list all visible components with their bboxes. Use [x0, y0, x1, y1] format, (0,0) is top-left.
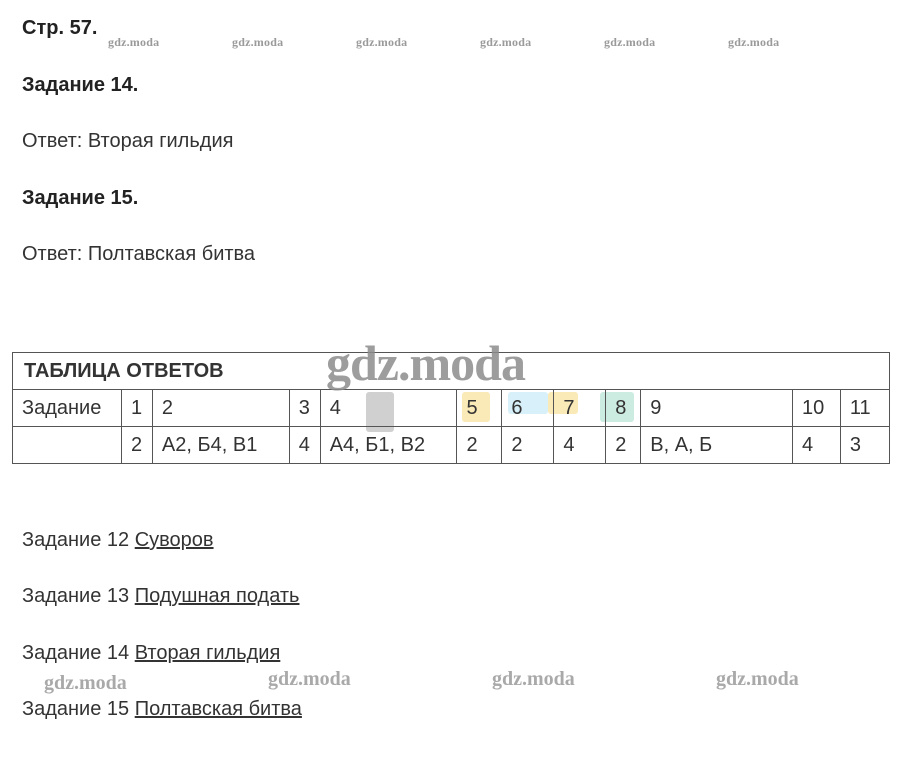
watermark: gdz.moda	[44, 672, 127, 694]
task-number-cell: 2	[152, 390, 289, 427]
task-number-cell: 10	[792, 390, 840, 427]
task-number-cell: 4	[320, 390, 457, 427]
task-heading: Задание 15.	[22, 187, 139, 209]
task-number-cell: 7	[554, 390, 606, 427]
task-number-cell: 6	[502, 390, 554, 427]
row-label: Задание	[13, 390, 122, 427]
page-number: Стр. 57.	[22, 17, 98, 39]
table-header-row	[13, 390, 890, 427]
task-number-cell: 9	[641, 390, 793, 427]
task-number-cell: 1	[121, 390, 152, 427]
task-answer: Ответ: Полтавская битва	[22, 243, 256, 265]
answer-cell: 2	[121, 427, 152, 464]
watermark: gdz.moda	[232, 35, 284, 49]
answer-cell: В, А, Б	[641, 427, 793, 464]
watermark: gdz.moda	[480, 35, 532, 49]
table-answer-row	[13, 427, 890, 464]
watermark-large: gdz.moda	[326, 335, 525, 391]
task-answer: Ответ: Вторая гильдия	[22, 130, 234, 152]
task-number-cell: 11	[840, 390, 889, 427]
summary-line	[22, 642, 280, 665]
answer-cell: 4	[792, 427, 840, 464]
answer-cell: А2, Б4, В1	[152, 427, 289, 464]
summary-line	[22, 698, 302, 721]
task-number-cell: 5	[457, 390, 502, 427]
summary-label: Задание 14	[22, 642, 130, 664]
watermark: gdz.moda	[728, 35, 780, 49]
summary-value: Подушная подать	[134, 585, 300, 607]
watermark: gdz.moda	[716, 668, 799, 690]
summary-value: Вторая гильдия	[134, 642, 281, 664]
task-number-cell: 3	[289, 390, 320, 427]
watermark: gdz.moda	[268, 668, 351, 690]
answer-cell: А4, Б1, В2	[320, 427, 457, 464]
answer-cell: 2	[457, 427, 502, 464]
summary-label: Задание 15	[22, 698, 130, 720]
summary-value: Полтавская битва	[134, 698, 302, 720]
answer-cell: 4	[289, 427, 320, 464]
answer-cell: 4	[554, 427, 606, 464]
answer-cell: 2	[502, 427, 554, 464]
empty-cell	[13, 427, 122, 464]
summary-line	[22, 529, 214, 552]
summary-value: Суворов	[134, 529, 214, 551]
answer-cell: 2	[606, 427, 641, 464]
watermark: gdz.moda	[108, 35, 160, 49]
summary-label: Задание 13	[22, 585, 130, 607]
watermark: gdz.moda	[604, 35, 656, 49]
watermark: gdz.moda	[492, 668, 575, 690]
summary-line	[22, 585, 299, 608]
watermark: gdz.moda	[356, 35, 408, 49]
task-heading: Задание 14.	[22, 74, 139, 96]
table-title: ТАБЛИЦА ОТВЕТОВ	[13, 353, 890, 390]
task-number-cell: 8	[606, 390, 641, 427]
summary-label: Задание 12	[22, 529, 130, 551]
answer-cell: 3	[840, 427, 889, 464]
